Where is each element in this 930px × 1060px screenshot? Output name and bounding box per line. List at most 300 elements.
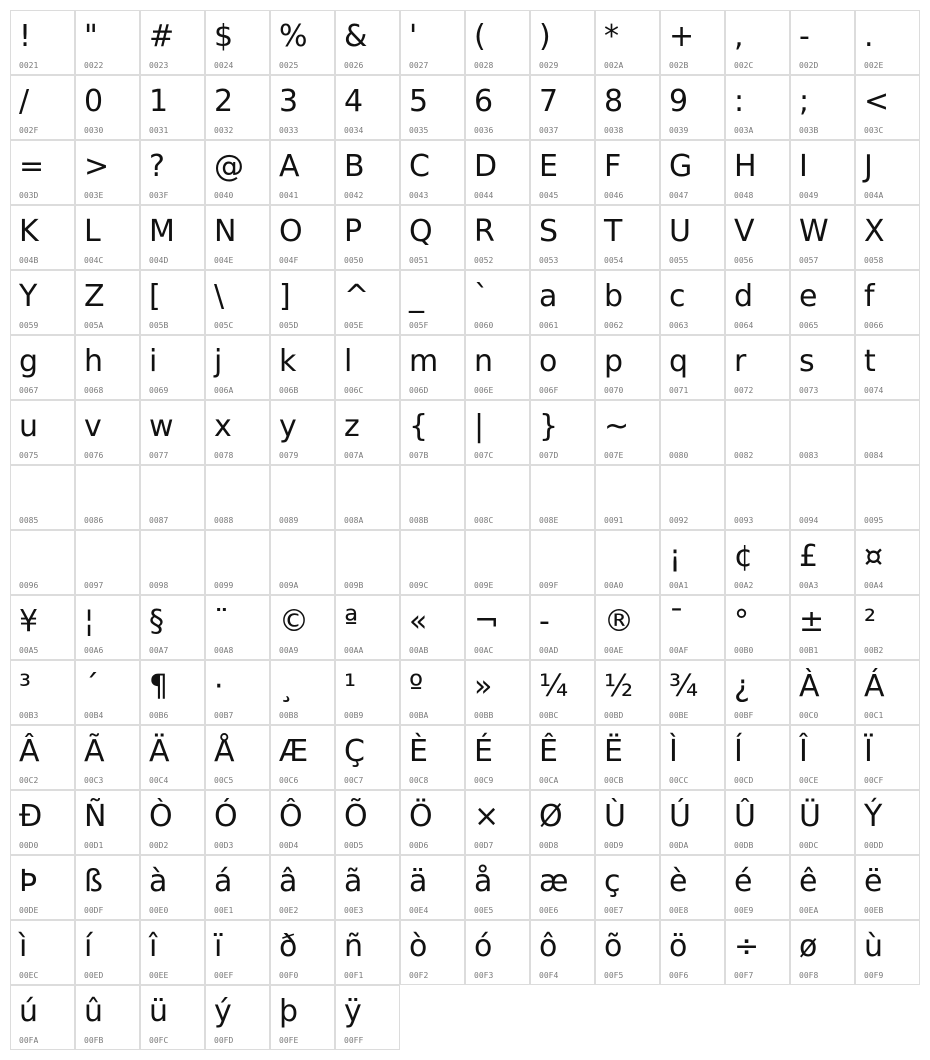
glyph-cell bbox=[400, 465, 465, 530]
glyph-cell bbox=[400, 400, 465, 465]
glyph-sample: ß bbox=[84, 864, 103, 899]
codepoint-label: 00ED bbox=[84, 971, 104, 980]
codepoint-label: 0068 bbox=[84, 386, 104, 395]
glyph-sample: ì bbox=[19, 929, 28, 964]
codepoint-label: 00DB bbox=[734, 841, 754, 850]
glyph-sample: Ý bbox=[864, 799, 883, 834]
glyph-cell bbox=[790, 660, 855, 725]
glyph-cell bbox=[465, 855, 530, 920]
glyph-cell bbox=[855, 530, 920, 595]
glyph-sample: ¯ bbox=[669, 604, 684, 639]
glyph-sample: È bbox=[409, 734, 428, 769]
glyph-sample: < bbox=[864, 84, 890, 119]
glyph-sample: Í bbox=[734, 734, 743, 769]
codepoint-label: 00DD bbox=[864, 841, 884, 850]
glyph-sample: Û bbox=[734, 799, 756, 834]
glyph-cell bbox=[855, 855, 920, 920]
glyph-sample: } bbox=[539, 409, 559, 444]
glyph-sample: · bbox=[214, 669, 224, 704]
codepoint-label: 00EC bbox=[19, 971, 39, 980]
codepoint-label: 002F bbox=[19, 126, 39, 135]
glyph-cell bbox=[660, 270, 725, 335]
glyph-cell bbox=[660, 725, 725, 790]
glyph-cell bbox=[595, 400, 660, 465]
glyph-cell bbox=[530, 400, 595, 465]
glyph-cell bbox=[205, 985, 270, 1050]
glyph-cell bbox=[855, 75, 920, 140]
glyph-sample: * bbox=[604, 19, 619, 54]
glyph-sample: ¨ bbox=[214, 604, 229, 639]
glyph-cell bbox=[725, 530, 790, 595]
glyph-sample: Q bbox=[409, 214, 433, 249]
glyph-cell bbox=[10, 920, 75, 985]
codepoint-label: 0044 bbox=[474, 191, 494, 200]
codepoint-label: 004E bbox=[214, 256, 234, 265]
codepoint-label: 0093 bbox=[734, 516, 754, 525]
codepoint-label: 0040 bbox=[214, 191, 234, 200]
codepoint-label: 0069 bbox=[149, 386, 169, 395]
glyph-cell bbox=[660, 920, 725, 985]
codepoint-label: 005F bbox=[409, 321, 429, 330]
glyph-sample: î bbox=[149, 929, 158, 964]
glyph-cell bbox=[660, 660, 725, 725]
glyph-sample: Ã bbox=[84, 734, 105, 769]
glyph-cell bbox=[465, 595, 530, 660]
glyph-cell bbox=[660, 75, 725, 140]
glyph-cell bbox=[725, 920, 790, 985]
codepoint-label: 00F8 bbox=[799, 971, 819, 980]
glyph-cell bbox=[335, 790, 400, 855]
glyph-cell bbox=[205, 790, 270, 855]
glyph-sample: P bbox=[344, 214, 363, 249]
codepoint-label: 0061 bbox=[539, 321, 559, 330]
glyph-cell bbox=[10, 595, 75, 660]
glyph-sample: è bbox=[669, 864, 688, 899]
glyph-sample: à bbox=[149, 864, 168, 899]
glyph-cell bbox=[270, 400, 335, 465]
glyph-sample: ¿ bbox=[734, 669, 750, 704]
glyph-cell bbox=[270, 75, 335, 140]
codepoint-label: 0067 bbox=[19, 386, 39, 395]
codepoint-label: 00E1 bbox=[214, 906, 234, 915]
codepoint-label: 003E bbox=[84, 191, 104, 200]
codepoint-label: 0063 bbox=[669, 321, 689, 330]
codepoint-label: 0072 bbox=[734, 386, 754, 395]
glyph-cell bbox=[855, 205, 920, 270]
glyph-cell bbox=[270, 10, 335, 75]
glyph-sample: £ bbox=[799, 539, 819, 574]
glyph-sample: Ç bbox=[344, 734, 365, 769]
codepoint-label: 0038 bbox=[604, 126, 624, 135]
codepoint-label: 006A bbox=[214, 386, 234, 395]
glyph-cell bbox=[205, 595, 270, 660]
codepoint-label: 0032 bbox=[214, 126, 234, 135]
codepoint-label: 0091 bbox=[604, 516, 624, 525]
glyph-sample: ^ bbox=[344, 279, 370, 314]
glyph-cell bbox=[140, 725, 205, 790]
glyph-cell bbox=[595, 660, 660, 725]
codepoint-label: 007E bbox=[604, 451, 624, 460]
glyph-cell bbox=[790, 595, 855, 660]
codepoint-label: 00F6 bbox=[669, 971, 689, 980]
codepoint-label: 00C9 bbox=[474, 776, 494, 785]
glyph-cell bbox=[855, 920, 920, 985]
glyph-sample: r bbox=[734, 344, 747, 379]
codepoint-label: 008A bbox=[344, 516, 364, 525]
codepoint-label: 00BD bbox=[604, 711, 624, 720]
glyph-sample: a bbox=[539, 279, 558, 314]
glyph-sample: f bbox=[864, 279, 875, 314]
codepoint-label: 00EA bbox=[799, 906, 819, 915]
glyph-cell bbox=[75, 790, 140, 855]
codepoint-label: 0062 bbox=[604, 321, 624, 330]
codepoint-label: 00A5 bbox=[19, 646, 39, 655]
codepoint-label: 003B bbox=[799, 126, 819, 135]
glyph-cell bbox=[400, 790, 465, 855]
glyph-cell bbox=[400, 725, 465, 790]
codepoint-label: 00D4 bbox=[279, 841, 299, 850]
glyph-cell bbox=[270, 205, 335, 270]
glyph-sample: ¤ bbox=[864, 539, 884, 574]
codepoint-label: 0030 bbox=[84, 126, 104, 135]
glyph-cell bbox=[10, 725, 75, 790]
glyph-sample: ¡ bbox=[669, 539, 682, 574]
codepoint-label: 0085 bbox=[19, 516, 39, 525]
codepoint-label: 0043 bbox=[409, 191, 429, 200]
glyph-cell bbox=[335, 140, 400, 205]
glyph-sample: - bbox=[539, 604, 550, 639]
glyph-sample: m bbox=[409, 344, 439, 379]
glyph-sample: ï bbox=[214, 929, 223, 964]
glyph-cell bbox=[10, 335, 75, 400]
codepoint-label: 0046 bbox=[604, 191, 624, 200]
codepoint-label: 0034 bbox=[344, 126, 364, 135]
glyph-cell bbox=[335, 530, 400, 595]
glyph-cell bbox=[465, 465, 530, 530]
glyph-sample: ü bbox=[149, 994, 169, 1029]
codepoint-label: 00B4 bbox=[84, 711, 104, 720]
glyph-sample: @ bbox=[214, 149, 244, 184]
glyph-sample: & bbox=[344, 19, 368, 54]
codepoint-label: 004A bbox=[864, 191, 884, 200]
glyph-cell bbox=[530, 660, 595, 725]
glyph-sample: ¼ bbox=[539, 669, 569, 704]
codepoint-label: 007B bbox=[409, 451, 429, 460]
glyph-cell bbox=[140, 400, 205, 465]
glyph-sample: 5 bbox=[409, 84, 429, 119]
codepoint-label: 00B6 bbox=[149, 711, 169, 720]
glyph-cell bbox=[725, 725, 790, 790]
glyph-cell bbox=[205, 725, 270, 790]
glyph-sample: | bbox=[474, 409, 485, 444]
codepoint-label: 005B bbox=[149, 321, 169, 330]
glyph-sample: ã bbox=[344, 864, 363, 899]
glyph-cell bbox=[10, 855, 75, 920]
glyph-cell bbox=[75, 400, 140, 465]
codepoint-label: 0022 bbox=[84, 61, 104, 70]
codepoint-label: 0064 bbox=[734, 321, 754, 330]
codepoint-label: 00C4 bbox=[149, 776, 169, 785]
codepoint-label: 0036 bbox=[474, 126, 494, 135]
glyph-sample: . bbox=[864, 19, 874, 54]
glyph-cell bbox=[270, 595, 335, 660]
codepoint-label: 005D bbox=[279, 321, 299, 330]
codepoint-label: 00C2 bbox=[19, 776, 39, 785]
glyph-sample: h bbox=[84, 344, 104, 379]
glyph-cell bbox=[335, 725, 400, 790]
glyph-cell bbox=[10, 985, 75, 1050]
glyph-sample: ¹ bbox=[344, 669, 357, 704]
glyph-sample: ] bbox=[279, 279, 291, 314]
codepoint-label: 0060 bbox=[474, 321, 494, 330]
glyph-cell bbox=[335, 465, 400, 530]
glyph-sample: þ bbox=[279, 994, 299, 1029]
glyph-sample: Ø bbox=[539, 799, 563, 834]
glyph-sample: D bbox=[474, 149, 498, 184]
glyph-cell bbox=[725, 660, 790, 725]
codepoint-label: 00CC bbox=[669, 776, 689, 785]
codepoint-label: 00B9 bbox=[344, 711, 364, 720]
glyph-sample: ¾ bbox=[669, 669, 699, 704]
glyph-cell bbox=[205, 920, 270, 985]
glyph-cell bbox=[790, 10, 855, 75]
glyph-sample: ( bbox=[474, 19, 486, 54]
glyph-sample: Æ bbox=[279, 734, 309, 769]
glyph-sample: 4 bbox=[344, 84, 364, 119]
glyph-cell bbox=[10, 530, 75, 595]
glyph-sample: ñ bbox=[344, 929, 364, 964]
codepoint-label: 006C bbox=[344, 386, 364, 395]
glyph-cell bbox=[595, 270, 660, 335]
glyph-cell bbox=[75, 855, 140, 920]
codepoint-label: 0058 bbox=[864, 256, 884, 265]
glyph-cell bbox=[75, 985, 140, 1050]
glyph-sample: k bbox=[279, 344, 297, 379]
glyph-sample: V bbox=[734, 214, 755, 249]
glyph-sample: ¬ bbox=[474, 604, 500, 639]
glyph-cell bbox=[465, 335, 530, 400]
glyph-sample: v bbox=[84, 409, 102, 444]
codepoint-label: 00BA bbox=[409, 711, 429, 720]
codepoint-label: 00E3 bbox=[344, 906, 364, 915]
glyph-cell bbox=[335, 985, 400, 1050]
codepoint-label: 003A bbox=[734, 126, 754, 135]
codepoint-label: 0065 bbox=[799, 321, 819, 330]
glyph-sample: l bbox=[344, 344, 353, 379]
codepoint-label: 007D bbox=[539, 451, 559, 460]
glyph-sample: ª bbox=[344, 604, 359, 639]
codepoint-label: 006E bbox=[474, 386, 494, 395]
glyph-cell bbox=[725, 140, 790, 205]
codepoint-label: 00C5 bbox=[214, 776, 234, 785]
glyph-cell bbox=[790, 855, 855, 920]
codepoint-label: 00C6 bbox=[279, 776, 299, 785]
codepoint-label: 004B bbox=[19, 256, 39, 265]
codepoint-label: 00A9 bbox=[279, 646, 299, 655]
glyph-sample: j bbox=[214, 344, 223, 379]
glyph-sample: æ bbox=[539, 864, 569, 899]
codepoint-label: 006B bbox=[279, 386, 299, 395]
glyph-sample: 1 bbox=[149, 84, 169, 119]
glyph-cell bbox=[335, 270, 400, 335]
glyph-sample: b bbox=[604, 279, 624, 314]
glyph-cell bbox=[530, 10, 595, 75]
glyph-sample: ~ bbox=[604, 409, 630, 444]
codepoint-label: 009B bbox=[344, 581, 364, 590]
glyph-sample: $ bbox=[214, 19, 234, 54]
glyph-sample: « bbox=[409, 604, 428, 639]
glyph-cell bbox=[205, 855, 270, 920]
codepoint-label: 00E9 bbox=[734, 906, 754, 915]
glyph-cell bbox=[855, 10, 920, 75]
glyph-sample: > bbox=[84, 149, 110, 184]
glyph-cell bbox=[660, 855, 725, 920]
glyph-cell bbox=[725, 855, 790, 920]
codepoint-label: 0059 bbox=[19, 321, 39, 330]
codepoint-label: 0037 bbox=[539, 126, 559, 135]
glyph-sample: % bbox=[279, 19, 308, 54]
codepoint-label: 0071 bbox=[669, 386, 689, 395]
codepoint-label: 00BF bbox=[734, 711, 754, 720]
glyph-sample: À bbox=[799, 669, 820, 704]
codepoint-label: 004D bbox=[149, 256, 169, 265]
codepoint-label: 00D5 bbox=[344, 841, 364, 850]
codepoint-label: 002D bbox=[799, 61, 819, 70]
codepoint-label: 0095 bbox=[864, 516, 884, 525]
codepoint-label: 002C bbox=[734, 61, 754, 70]
glyph-sample: Ë bbox=[604, 734, 623, 769]
glyph-sample: u bbox=[19, 409, 39, 444]
glyph-sample: ô bbox=[539, 929, 558, 964]
glyph-cell bbox=[140, 855, 205, 920]
glyph-sample: 3 bbox=[279, 84, 299, 119]
codepoint-label: 003C bbox=[864, 126, 884, 135]
glyph-sample: û bbox=[84, 994, 104, 1029]
glyph-sample: ó bbox=[474, 929, 493, 964]
glyph-sample: " bbox=[84, 19, 98, 54]
codepoint-label: 00E8 bbox=[669, 906, 689, 915]
codepoint-label: 00B2 bbox=[864, 646, 884, 655]
glyph-sample: U bbox=[669, 214, 691, 249]
codepoint-label: 0066 bbox=[864, 321, 884, 330]
glyph-sample: ò bbox=[409, 929, 428, 964]
glyph-cell bbox=[335, 205, 400, 270]
glyph-cell bbox=[270, 855, 335, 920]
codepoint-label: 006F bbox=[539, 386, 559, 395]
codepoint-label: 00AB bbox=[409, 646, 429, 655]
glyph-sample: # bbox=[149, 19, 175, 54]
codepoint-label: 0048 bbox=[734, 191, 754, 200]
glyph-sample: N bbox=[214, 214, 237, 249]
glyph-sample: ä bbox=[409, 864, 428, 899]
codepoint-label: 00FE bbox=[279, 1036, 299, 1045]
glyph-sample: X bbox=[864, 214, 885, 249]
codepoint-label: 00CF bbox=[864, 776, 884, 785]
glyph-cell bbox=[465, 75, 530, 140]
codepoint-label: 00F1 bbox=[344, 971, 364, 980]
glyph-sample: â bbox=[279, 864, 298, 899]
glyph-sample: Ù bbox=[604, 799, 626, 834]
glyph-cell bbox=[400, 530, 465, 595]
codepoint-label: 0077 bbox=[149, 451, 169, 460]
codepoint-label: 00DE bbox=[19, 906, 39, 915]
codepoint-label: 0021 bbox=[19, 61, 39, 70]
glyph-sample: ¦ bbox=[84, 604, 95, 639]
glyph-cell bbox=[10, 400, 75, 465]
codepoint-label: 00A2 bbox=[734, 581, 754, 590]
glyph-cell bbox=[465, 140, 530, 205]
glyph-cell bbox=[530, 205, 595, 270]
codepoint-label: 00FB bbox=[84, 1036, 104, 1045]
glyph-cell bbox=[790, 335, 855, 400]
codepoint-label: 00C8 bbox=[409, 776, 429, 785]
glyph-sample: q bbox=[669, 344, 689, 379]
codepoint-label: 005C bbox=[214, 321, 234, 330]
glyph-cell bbox=[140, 790, 205, 855]
codepoint-label: 0055 bbox=[669, 256, 689, 265]
glyph-cell bbox=[400, 205, 465, 270]
glyph-cell bbox=[335, 335, 400, 400]
codepoint-label: 0031 bbox=[149, 126, 169, 135]
glyph-cell bbox=[400, 140, 465, 205]
glyph-sample: ) bbox=[539, 19, 551, 54]
glyph-cell bbox=[465, 270, 530, 335]
codepoint-label: 0025 bbox=[279, 61, 299, 70]
glyph-sample: ½ bbox=[604, 669, 634, 704]
glyph-cell bbox=[855, 335, 920, 400]
glyph-cell bbox=[595, 140, 660, 205]
codepoint-label: 00AC bbox=[474, 646, 494, 655]
glyph-sample: g bbox=[19, 344, 39, 379]
glyph-cell bbox=[725, 595, 790, 660]
codepoint-label: 00DA bbox=[669, 841, 689, 850]
codepoint-label: 00EF bbox=[214, 971, 234, 980]
glyph-cell bbox=[595, 10, 660, 75]
codepoint-label: 0074 bbox=[864, 386, 884, 395]
codepoint-label: 009E bbox=[474, 581, 494, 590]
glyph-sample: é bbox=[734, 864, 753, 899]
glyph-sample: w bbox=[149, 409, 174, 444]
glyph-cell bbox=[140, 10, 205, 75]
glyph-cell bbox=[855, 400, 920, 465]
glyph-cell bbox=[725, 270, 790, 335]
glyph-sample: H bbox=[734, 149, 757, 184]
glyph-cell bbox=[140, 920, 205, 985]
glyph-sample: c bbox=[669, 279, 686, 314]
glyph-cell bbox=[790, 530, 855, 595]
glyph-sample: \ bbox=[214, 279, 225, 314]
glyph-sample: ® bbox=[604, 604, 634, 639]
glyph-cell bbox=[400, 270, 465, 335]
codepoint-label: 00D1 bbox=[84, 841, 104, 850]
glyph-sample: x bbox=[214, 409, 232, 444]
glyph-cell bbox=[400, 660, 465, 725]
codepoint-label: 0098 bbox=[149, 581, 169, 590]
glyph-sample: ´ bbox=[84, 669, 99, 704]
codepoint-label: 00C3 bbox=[84, 776, 104, 785]
codepoint-label: 0078 bbox=[214, 451, 234, 460]
glyph-cell bbox=[855, 595, 920, 660]
glyph-cell bbox=[790, 140, 855, 205]
codepoint-label: 0045 bbox=[539, 191, 559, 200]
glyph-cell bbox=[140, 530, 205, 595]
codepoint-label: 008C bbox=[474, 516, 494, 525]
codepoint-label: 0084 bbox=[864, 451, 884, 460]
codepoint-label: 0087 bbox=[149, 516, 169, 525]
codepoint-label: 00D2 bbox=[149, 841, 169, 850]
glyph-cell bbox=[595, 790, 660, 855]
codepoint-label: 00AF bbox=[669, 646, 689, 655]
